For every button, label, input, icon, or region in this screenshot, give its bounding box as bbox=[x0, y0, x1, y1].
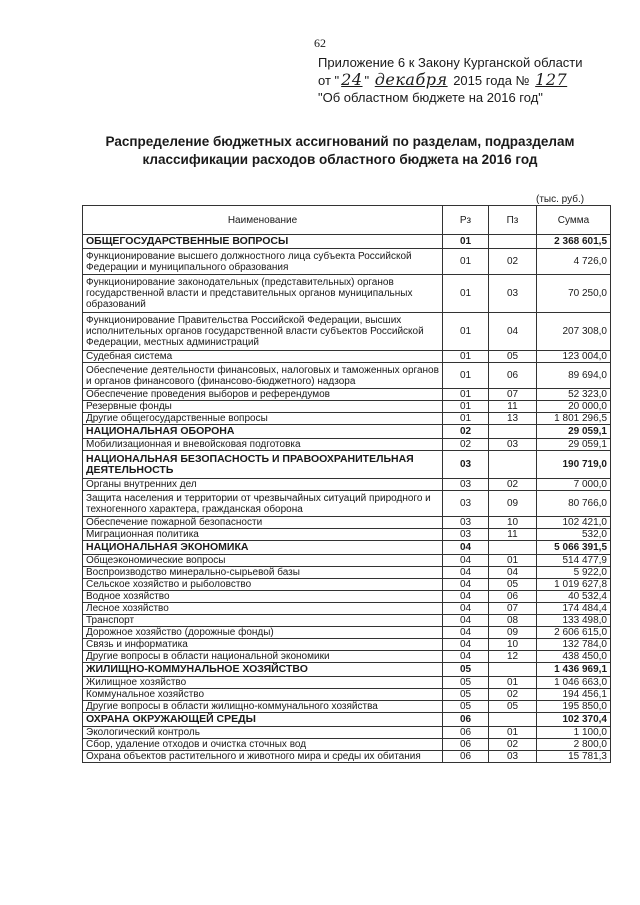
rz-cell: 04 bbox=[443, 603, 489, 615]
budget-table bbox=[82, 205, 611, 763]
name-cell: Жилищное хозяйство bbox=[83, 677, 443, 689]
rz-cell: 03 bbox=[443, 451, 489, 479]
table-row bbox=[83, 275, 611, 313]
sum-cell: 102 421,0 bbox=[537, 517, 611, 529]
pz-cell: 02 bbox=[489, 249, 537, 275]
table-body bbox=[83, 235, 611, 763]
rz-cell: 06 bbox=[443, 727, 489, 739]
title-line-1: Распределение бюджетных ассигнований по разделам, подразделам bbox=[105, 134, 575, 149]
rz-cell: 01 bbox=[443, 313, 489, 351]
section-row bbox=[83, 451, 611, 479]
rz-cell: 03 bbox=[443, 491, 489, 517]
sum-cell: 29 059,1 bbox=[537, 425, 611, 439]
name-cell: Воспроизводство минерально-сырьевой базы bbox=[83, 567, 443, 579]
table-row bbox=[83, 591, 611, 603]
table-row bbox=[83, 249, 611, 275]
pz-cell: 11 bbox=[489, 401, 537, 413]
pz-cell: 01 bbox=[489, 555, 537, 567]
rz-cell: 03 bbox=[443, 517, 489, 529]
table-row bbox=[83, 479, 611, 491]
rz-cell: 01 bbox=[443, 363, 489, 389]
rz-cell: 01 bbox=[443, 389, 489, 401]
name-cell: Другие общегосударственные вопросы bbox=[83, 413, 443, 425]
name-cell: НАЦИОНАЛЬНАЯ ОБОРОНА bbox=[83, 425, 443, 439]
unit-label: (тыс. руб.) bbox=[536, 194, 585, 205]
table-row bbox=[83, 579, 611, 591]
table-row bbox=[83, 615, 611, 627]
pz-cell: 13 bbox=[489, 413, 537, 425]
table-row bbox=[83, 517, 611, 529]
handwritten-number: 127 bbox=[535, 70, 568, 89]
name-cell: Резервные фонды bbox=[83, 401, 443, 413]
rz-cell: 01 bbox=[443, 351, 489, 363]
number-sign: № bbox=[515, 73, 530, 88]
pz-cell bbox=[489, 713, 537, 727]
rz-cell: 04 bbox=[443, 567, 489, 579]
name-cell: Связь и информатика bbox=[83, 639, 443, 651]
pz-cell bbox=[489, 425, 537, 439]
name-cell: Водное хозяйство bbox=[83, 591, 443, 603]
rz-cell: 03 bbox=[443, 529, 489, 541]
name-cell: Защита населения и территории от чрезвычайных ситуаций природного и техногенного характера, гражданская оборона bbox=[83, 491, 443, 517]
pz-cell: 06 bbox=[489, 591, 537, 603]
name-cell: Функционирование законодательных (представительных) органов государственной власти и представительных органов муниципальных образований bbox=[83, 275, 443, 313]
name-cell: ЖИЛИЩНО-КОММУНАЛЬНОЕ ХОЗЯЙСТВО bbox=[83, 663, 443, 677]
rz-cell: 06 bbox=[443, 739, 489, 751]
table-row bbox=[83, 491, 611, 517]
sum-cell: 207 308,0 bbox=[537, 313, 611, 351]
sum-cell: 52 323,0 bbox=[537, 389, 611, 401]
rz-cell: 02 bbox=[443, 425, 489, 439]
table-row bbox=[83, 401, 611, 413]
sum-cell: 2 368 601,5 bbox=[537, 235, 611, 249]
table-row bbox=[83, 603, 611, 615]
rz-cell: 04 bbox=[443, 627, 489, 639]
rz-cell: 04 bbox=[443, 639, 489, 651]
pz-cell: 03 bbox=[489, 275, 537, 313]
table-row bbox=[83, 639, 611, 651]
rz-cell: 05 bbox=[443, 689, 489, 701]
pz-cell: 05 bbox=[489, 351, 537, 363]
table-row bbox=[83, 439, 611, 451]
pz-cell: 05 bbox=[489, 701, 537, 713]
sum-cell: 2 800,0 bbox=[537, 739, 611, 751]
pz-cell: 05 bbox=[489, 579, 537, 591]
quote-close: " bbox=[364, 73, 370, 88]
rz-cell: 04 bbox=[443, 615, 489, 627]
pz-cell: 03 bbox=[489, 439, 537, 451]
pz-cell: 10 bbox=[489, 517, 537, 529]
sum-cell: 7 000,0 bbox=[537, 479, 611, 491]
name-cell: Функционирование Правительства Российской Федерации, высших исполнительных органов государственной власти субъектов Российской Федерации, местных администраций bbox=[83, 313, 443, 351]
table-row bbox=[83, 727, 611, 739]
name-cell: НАЦИОНАЛЬНАЯ ЭКОНОМИКА bbox=[83, 541, 443, 555]
handwritten-month: декабря bbox=[374, 70, 448, 89]
rz-cell: 05 bbox=[443, 677, 489, 689]
pz-cell: 04 bbox=[489, 567, 537, 579]
sum-cell: 102 370,4 bbox=[537, 713, 611, 727]
table-row bbox=[83, 677, 611, 689]
handwritten-day: 24 bbox=[341, 70, 363, 89]
header-rz: Рз bbox=[443, 206, 489, 235]
pz-cell bbox=[489, 451, 537, 479]
table-row bbox=[83, 627, 611, 639]
rz-cell: 06 bbox=[443, 713, 489, 727]
pz-cell: 07 bbox=[489, 389, 537, 401]
table-row bbox=[83, 701, 611, 713]
appendix-header bbox=[318, 54, 618, 106]
quote-open: " bbox=[334, 73, 340, 88]
sum-cell: 1 100,0 bbox=[537, 727, 611, 739]
rz-cell: 04 bbox=[443, 541, 489, 555]
name-cell: Функционирование высшего должностного лица субъекта Российской Федерации и муниципального образования bbox=[83, 249, 443, 275]
pz-cell: 11 bbox=[489, 529, 537, 541]
sum-cell: 514 477,9 bbox=[537, 555, 611, 567]
section-row bbox=[83, 235, 611, 249]
table-row bbox=[83, 567, 611, 579]
pz-cell: 02 bbox=[489, 479, 537, 491]
sum-cell: 174 484,4 bbox=[537, 603, 611, 615]
pz-cell: 12 bbox=[489, 651, 537, 663]
header-name: Наименование bbox=[83, 206, 443, 235]
sum-cell: 89 694,0 bbox=[537, 363, 611, 389]
pz-cell: 08 bbox=[489, 615, 537, 627]
document-title bbox=[80, 133, 600, 169]
pz-cell: 01 bbox=[489, 727, 537, 739]
header-pz: Пз bbox=[489, 206, 537, 235]
name-cell: Обеспечение деятельности финансовых, налоговых и таможенных органов и органов финансового (финансово-бюджетного) надзора bbox=[83, 363, 443, 389]
title-line-2: классификации расходов областного бюджета на 2016 год bbox=[142, 152, 538, 167]
year-text: 2015 года bbox=[453, 73, 512, 88]
sum-cell: 1 436 969,1 bbox=[537, 663, 611, 677]
name-cell: Дорожное хозяйство (дорожные фонды) bbox=[83, 627, 443, 639]
sum-cell: 1 046 663,0 bbox=[537, 677, 611, 689]
rz-cell: 02 bbox=[443, 439, 489, 451]
pz-cell: 04 bbox=[489, 313, 537, 351]
pz-cell: 01 bbox=[489, 677, 537, 689]
table-row bbox=[83, 313, 611, 351]
sum-cell: 195 850,0 bbox=[537, 701, 611, 713]
table-row bbox=[83, 389, 611, 401]
sum-cell: 194 456,1 bbox=[537, 689, 611, 701]
rz-cell: 04 bbox=[443, 591, 489, 603]
rz-cell: 01 bbox=[443, 275, 489, 313]
table-row bbox=[83, 555, 611, 567]
rz-cell: 01 bbox=[443, 401, 489, 413]
pz-cell bbox=[489, 663, 537, 677]
table-row bbox=[83, 739, 611, 751]
name-cell: Охрана объектов растительного и животного мира и среды их обитания bbox=[83, 751, 443, 763]
section-row bbox=[83, 425, 611, 439]
pz-cell: 09 bbox=[489, 491, 537, 517]
sum-cell: 5 922,0 bbox=[537, 567, 611, 579]
rz-cell: 04 bbox=[443, 579, 489, 591]
sum-cell: 1 801 296,5 bbox=[537, 413, 611, 425]
name-cell: Коммунальное хозяйство bbox=[83, 689, 443, 701]
sum-cell: 4 726,0 bbox=[537, 249, 611, 275]
rz-cell: 04 bbox=[443, 651, 489, 663]
name-cell: Транспорт bbox=[83, 615, 443, 627]
appendix-line: Приложение 6 к Закону Курганской области bbox=[318, 55, 583, 70]
pz-cell: 09 bbox=[489, 627, 537, 639]
law-title: "Об областном бюджете на 2016 год" bbox=[318, 90, 543, 105]
rz-cell: 01 bbox=[443, 249, 489, 275]
sum-cell: 29 059,1 bbox=[537, 439, 611, 451]
sum-cell: 2 606 615,0 bbox=[537, 627, 611, 639]
name-cell: ОХРАНА ОКРУЖАЮЩЕЙ СРЕДЫ bbox=[83, 713, 443, 727]
rz-cell: 05 bbox=[443, 701, 489, 713]
sum-cell: 70 250,0 bbox=[537, 275, 611, 313]
pz-cell: 10 bbox=[489, 639, 537, 651]
pz-cell: 06 bbox=[489, 363, 537, 389]
name-cell: НАЦИОНАЛЬНАЯ БЕЗОПАСНОСТЬ И ПРАВООХРАНИТЕЛЬНАЯ ДЕЯТЕЛЬНОСТЬ bbox=[83, 451, 443, 479]
pz-cell: 03 bbox=[489, 751, 537, 763]
section-row bbox=[83, 541, 611, 555]
table-row bbox=[83, 529, 611, 541]
name-cell: Обеспечение проведения выборов и референдумов bbox=[83, 389, 443, 401]
sum-cell: 438 450,0 bbox=[537, 651, 611, 663]
name-cell: Сельское хозяйство и рыболовство bbox=[83, 579, 443, 591]
rz-cell: 03 bbox=[443, 479, 489, 491]
name-cell: Лесное хозяйство bbox=[83, 603, 443, 615]
pz-cell: 02 bbox=[489, 689, 537, 701]
sum-cell: 40 532,4 bbox=[537, 591, 611, 603]
name-cell: ОБЩЕГОСУДАРСТВЕННЫЕ ВОПРОСЫ bbox=[83, 235, 443, 249]
section-row bbox=[83, 713, 611, 727]
sum-cell: 532,0 bbox=[537, 529, 611, 541]
table-row bbox=[83, 751, 611, 763]
table-row bbox=[83, 689, 611, 701]
sum-cell: 20 000,0 bbox=[537, 401, 611, 413]
pz-cell bbox=[489, 541, 537, 555]
name-cell: Другие вопросы в области жилищно-коммунального хозяйства bbox=[83, 701, 443, 713]
rz-cell: 01 bbox=[443, 413, 489, 425]
pz-cell: 07 bbox=[489, 603, 537, 615]
table-row bbox=[83, 363, 611, 389]
name-cell: Мобилизационная и вневойсковая подготовка bbox=[83, 439, 443, 451]
sum-cell: 132 784,0 bbox=[537, 639, 611, 651]
rz-cell: 04 bbox=[443, 555, 489, 567]
from-label: от bbox=[318, 73, 331, 88]
table-row bbox=[83, 413, 611, 425]
table-row bbox=[83, 351, 611, 363]
page-number: 62 bbox=[314, 36, 326, 50]
rz-cell: 05 bbox=[443, 663, 489, 677]
table-header-row bbox=[83, 206, 611, 235]
name-cell: Сбор, удаление отходов и очистка сточных вод bbox=[83, 739, 443, 751]
header-sum: Сумма bbox=[537, 206, 611, 235]
sum-cell: 15 781,3 bbox=[537, 751, 611, 763]
name-cell: Судебная система bbox=[83, 351, 443, 363]
name-cell: Общеэкономические вопросы bbox=[83, 555, 443, 567]
sum-cell: 190 719,0 bbox=[537, 451, 611, 479]
sum-cell: 80 766,0 bbox=[537, 491, 611, 517]
name-cell: Органы внутренних дел bbox=[83, 479, 443, 491]
sum-cell: 123 004,0 bbox=[537, 351, 611, 363]
rz-cell: 06 bbox=[443, 751, 489, 763]
pz-cell bbox=[489, 235, 537, 249]
name-cell: Экологический контроль bbox=[83, 727, 443, 739]
table-row bbox=[83, 651, 611, 663]
name-cell: Миграционная политика bbox=[83, 529, 443, 541]
sum-cell: 133 498,0 bbox=[537, 615, 611, 627]
sum-cell: 5 066 391,5 bbox=[537, 541, 611, 555]
rz-cell: 01 bbox=[443, 235, 489, 249]
appendix-date-line bbox=[318, 71, 618, 89]
name-cell: Обеспечение пожарной безопасности bbox=[83, 517, 443, 529]
section-row bbox=[83, 663, 611, 677]
pz-cell: 02 bbox=[489, 739, 537, 751]
sum-cell: 1 019 627,8 bbox=[537, 579, 611, 591]
name-cell: Другие вопросы в области национальной экономики bbox=[83, 651, 443, 663]
